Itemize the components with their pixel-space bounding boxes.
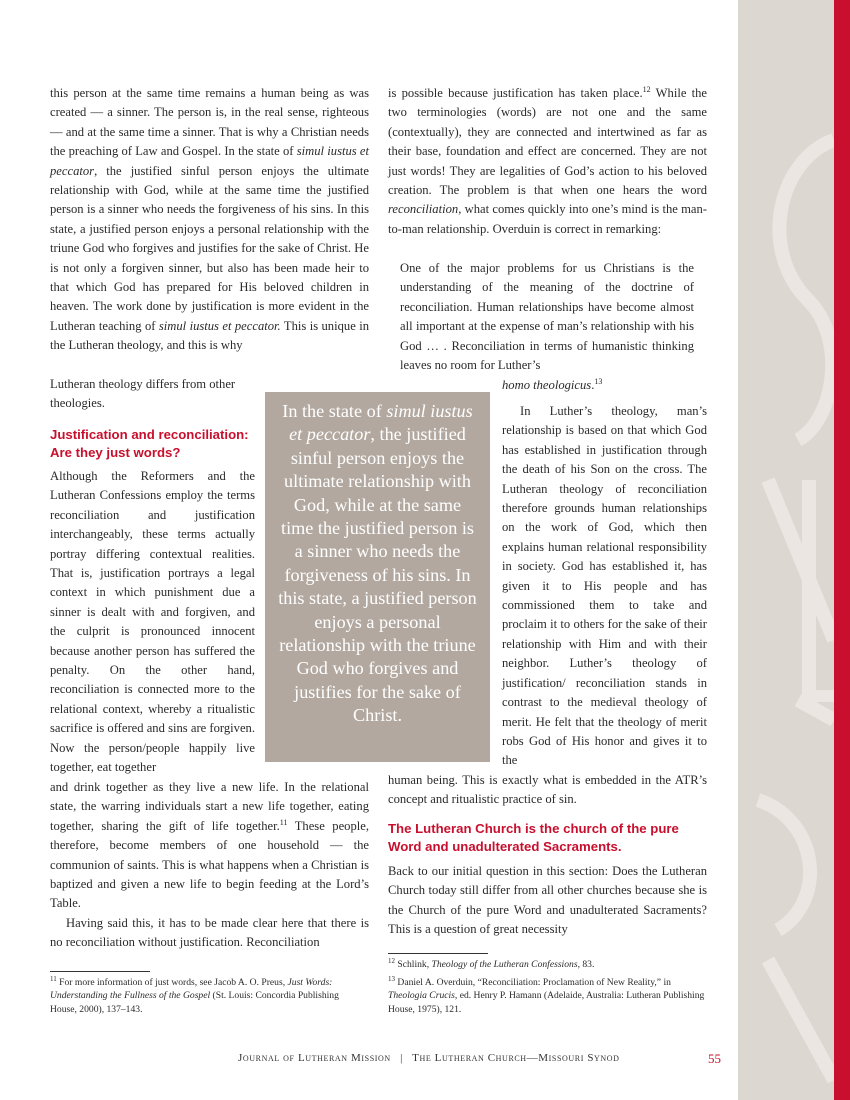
paragraph-continued: human being. This is exactly what is embedded in the ATR’s concept and ritualistic practice of sin. <box>388 773 707 807</box>
paragraph: Although the Reformers and the Lutheran Confessions employ the terms reconciliation and justification interchangeably, these terms actually portray differing contextual realities. That is, justification portrays a legal context in which punishment due a sinner is dealt with and forgiven, and the culprit is pronounced innocent because another person has suffered the penalty. On the other hand, reconciliation is connected more to the relational context, whereby a ritualistic sacrifice is offered and sins are forgiven. Now the person/people happily live together, eat together <box>50 469 255 775</box>
left-column <box>50 84 369 356</box>
journal-title: Journal of Lutheran Mission <box>238 1052 391 1064</box>
paragraph-continued: and drink together as they live a new life. In the relational state, the warring individuals start a new life together, eating together, sharing the gift of life together.$^{11}$ These people, therefore, become members of one household — the communion of saints. This is what happens when a Christian is baptized and given a new life to begin feeding at the Lord’s Table. Having said this, it has to be made clear here that there is no reconciliation without justification. Reconciliation <box>50 778 369 953</box>
paragraph: In Luther’s theology, man’s relationship is based on that which God has established in justification through the death of his Son on the cross. The Lutheran theology of reconciliation therefore grounds human relationships on the work of God, which then explains human relational responsibility in society. God has established it, has given it to His people and has commissioned them to take and proclaim it to others for the sake of their relationship with Him and with their neighbor. Luther’s theology of justification/ reconciliation stands in contrast to the medieval theology of merit. He felt that the theology of merit robs God of His honor and gives it to the <box>502 404 707 768</box>
pull-quote: In the state of simul iustus et peccator, the justified sinful person enjoys the ultimate relationship with God, while at the same time the justified person is a sinner who needs the forgiveness of his sins. In this state, a justified person enjoys a personal relationship with the triune God who forgives and justifies for the sake of Christ. <box>265 392 490 762</box>
footnote-11: $^{11}$ For more information of just words, see Jacob A. O. Preus, Just Words: Understanding the Fullness of the Gospel (St. Louis: Concordia Publishing House, 2000), 137–143. <box>50 974 339 1015</box>
section-heading: The Lutheran Church is the church of the pure Word and unadulterated Sacraments. <box>388 821 679 854</box>
paragraph: this person at the same time remains a human being as was created — a sinner. The person is, in the real sense, righteous — and at the same time a sinner. That is why a Christian needs the preaching of Law and Gospel. In the state of simul iustus et peccator, the justified sinful person enjoys the ultimate relationship with God, while at the same time the justified person is a sinner who needs the forgiveness of his sins. In this state, a justified person enjoys a personal relationship with the triune God who forgives and justifies for the sake of Christ. He is not only a forgiven sinner, but also has been made heir to that which God has prepared for His beloved children in heaven. The work done by justification is more evident in the Lutheran teaching of simul iustus et peccator. This is unique in the Lutheran theology, and this is why <box>50 86 369 353</box>
decorative-side-band <box>738 0 834 1100</box>
paragraph: Having said this, it has to be made clear here that there is no reconciliation without justification. Reconciliation <box>50 915 369 950</box>
block-quote: One of the major problems for us Christians is the understanding of the meaning of the doctrine of reconciliation. Human relationships have become almost all important at the expense of man’s relationship with his God … . Reconciliation in terms of humanistic thinking leaves no room for Luther’s <box>400 261 694 373</box>
paragraph: Back to our initial question in this section: Does the Lutheran Church today still differ from all other churches because she is the Church of the pure Word and unadulterated Sacraments? This is a question of great necessity <box>388 864 707 937</box>
section-heading: Justification and reconciliation: Are they just words? <box>50 427 249 460</box>
accent-red-bar <box>834 0 850 1100</box>
page-number: 55 <box>708 1051 721 1066</box>
publisher-name: The Lutheran Church—Missouri Synod <box>412 1052 620 1064</box>
running-footer <box>238 1052 718 1064</box>
footnote-divider <box>50 971 150 972</box>
left-column-section <box>50 426 260 468</box>
footer-separator: | <box>400 1052 403 1064</box>
footnote-13: $^{13}$ Daniel A. Overduin, “Reconciliation: Proclamation of New Reality,” in Theologia Crucis, ed. Henry P. Hamann (Adelaide, Australia: Lutheran Publishing House, 1975), 121. <box>388 974 705 1015</box>
block-quote-end: homo theologicus.$^{13}$ <box>502 376 603 392</box>
paragraph: is possible because justification has taken place.$^{12}$ While the two terminologies (words) are not one and the same (contextually), they are connected and intertwined as far as their base, foundation and effect are concerned. They are not just words! They are legalities of God’s action to his beloved creation. The problem is that when one hears the word reconciliation, what comes quickly into one’s mind is the man-to-man relationship. Overduin is correct in remarking: <box>388 84 707 236</box>
paragraph-continued: Lutheran theology differs from other theologies. <box>50 377 236 411</box>
right-column <box>388 84 707 239</box>
right-column-section <box>388 820 707 940</box>
watermark-letters-graphic <box>738 0 834 1100</box>
footnote-divider <box>388 953 488 954</box>
footnote-12: $^{12}$ Schlink, Theology of the Lutheran Confessions, 83. <box>388 956 595 970</box>
